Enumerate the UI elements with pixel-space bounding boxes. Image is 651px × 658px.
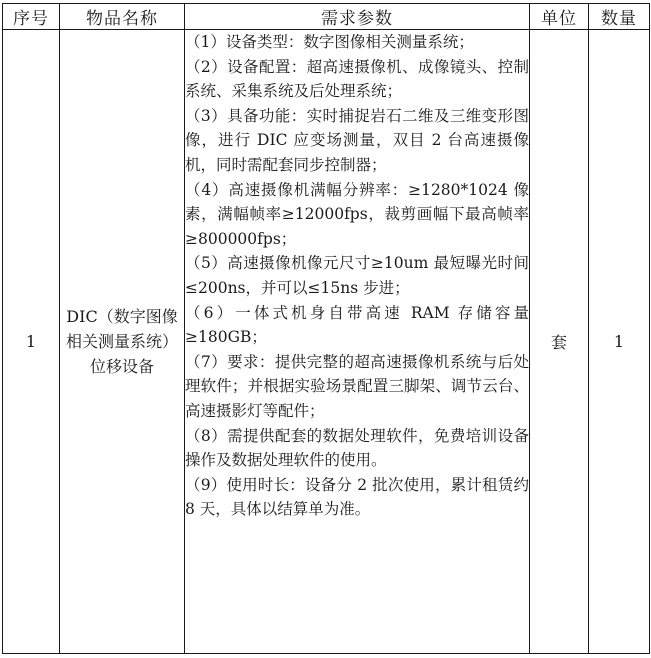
table-header-row [3, 4, 650, 30]
requirements-table [2, 3, 650, 654]
header-name: 物品名称 [60, 4, 185, 30]
param-line-9: （9）使用时长：设备分 2 批次使用，累计租赁约 8 天，具体以结算单为准。 [185, 475, 529, 519]
header-qty: 数量 [589, 4, 650, 30]
param-line-6: （6）一体式机身自带高速 RAM 存储容量≥180GB； [185, 303, 529, 347]
param-line-7: （7）要求：提供完整的超高速摄像机系统与后处理软件；并根据实验场景配置三脚架、调节云台、高速摄影灯等配件； [185, 352, 529, 420]
cell-unit: 套 [530, 30, 589, 654]
header-no: 序号 [3, 4, 60, 30]
cell-qty: 1 [589, 30, 650, 654]
param-line-3: （3）具备功能：实时捕捉岩石二维及三维变形图像，进行 DIC 应变场测量，双目 2 台高速摄像机，同时需配套同步控制器； [185, 106, 529, 174]
header-params: 需求参数 [185, 4, 530, 30]
param-line-5: （5）高速摄像机像元尺寸≥10um 最短曝光时间≤200ns，并可以≤15ns 步进； [185, 254, 529, 297]
cell-item-name: DIC（数字图像相关测量系统）位移设备 [60, 30, 185, 654]
param-line-4: （4）高速摄像机满幅分辨率：≥1280*1024 像素，满幅帧率≥12000fps，裁剪画幅下最高帧率≥800000fps； [185, 180, 529, 248]
cell-params [185, 30, 530, 654]
param-line-8: （8）需提供配套的数据处理软件，免费培训设备操作及数据处理软件的使用。 [185, 426, 529, 470]
param-line-2: （2）设备配置：超高速摄像机、成像镜头、控制系统、采集系统及后处理系统； [185, 57, 529, 101]
param-line-1: （1）设备类型：数字图像相关测量系统； [185, 33, 474, 51]
cell-no: 1 [3, 30, 60, 654]
header-unit: 单位 [530, 4, 589, 30]
table-row [3, 30, 650, 654]
